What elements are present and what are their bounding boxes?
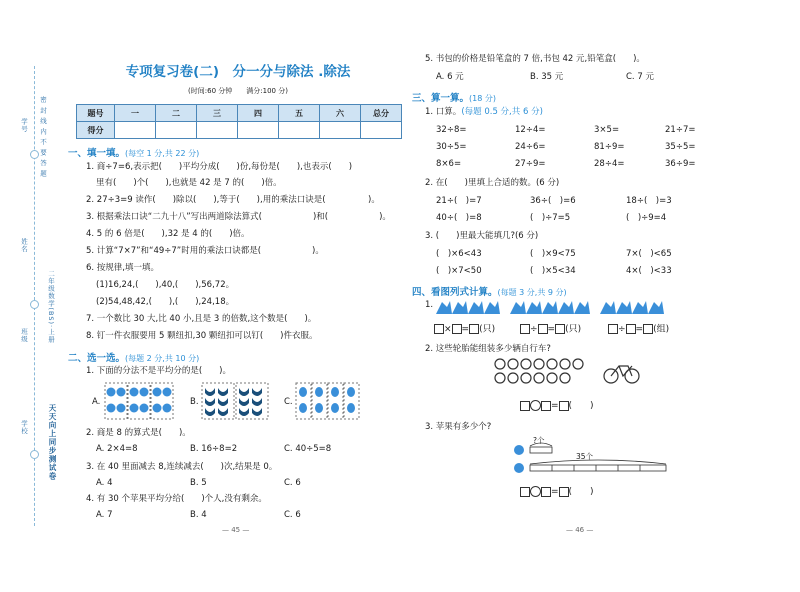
question-5: 5. 计算“7×7”和“49÷7”时用的乘法口诀都是( )。 — [86, 246, 324, 256]
choice-1-option-a[interactable]: A. — [92, 397, 101, 407]
choice-1-option-b[interactable]: B. — [190, 397, 199, 407]
question-1-line-1: 1. 商÷7=6,表示把( )平均分成( )份,每份是( ),也表示( ) — [86, 162, 353, 172]
oral-item: 27÷9= — [515, 159, 546, 169]
calc-1-heading: 1. 口算。(每题 0.5 分,共 6 分) — [425, 107, 543, 117]
choice-2-option-a[interactable]: A. 2×4=8 — [96, 444, 138, 454]
page-number-left: — 45 — — [222, 526, 250, 534]
max-item: ( )×9<75 — [530, 249, 576, 259]
max-item: ( )×6<43 — [436, 249, 482, 259]
score-header: 五 — [279, 105, 320, 122]
fill-item: 40÷( )=8 — [436, 213, 482, 223]
choice-2: 2. 商是 8 的算式是( )。 — [86, 428, 191, 438]
choice-4-option-a[interactable]: A. 7 — [96, 510, 113, 520]
score-header: 二 — [156, 105, 197, 122]
label-school: 学校 — [20, 420, 28, 435]
page-title: 专项复习卷(二) 分一分与除法 .除法 — [125, 64, 351, 80]
oral-item: 36÷9= — [665, 159, 696, 169]
choice-3-option-a[interactable]: A. 4 — [96, 478, 113, 488]
question-7: 7. 一个数比 30 大,比 40 小,且是 3 的倍数,这个数是( )。 — [86, 314, 317, 324]
max-item: ( )×7<50 — [436, 266, 482, 276]
oral-item: 30÷5= — [436, 142, 467, 152]
equation-apples: = ( ) — [520, 486, 594, 497]
section-fill-in: 一、填一填。(每空 1 分,共 22 分) — [68, 148, 200, 159]
oral-item: 24÷6= — [515, 142, 546, 152]
score-cell[interactable] — [197, 122, 238, 139]
fill-item: 36÷( )=6 — [530, 196, 576, 206]
binding-hole — [30, 300, 39, 309]
section-picture-problems: 四、看图列式计算。(每题 3 分,共 9 分) — [412, 287, 567, 298]
tires-and-bicycle-picture — [494, 358, 644, 386]
apples-bar-diagram — [512, 440, 672, 480]
calc-2-heading: 2. 在( )里填上合适的数。(6 分) — [425, 178, 560, 188]
max-item: 7×( )<65 — [626, 249, 672, 259]
score-cell[interactable] — [115, 122, 156, 139]
oral-item: 81÷9= — [594, 142, 625, 152]
choice-4-option-c[interactable]: C. 6 — [284, 510, 301, 520]
section-calculate: 三、算一算。(18 分) — [412, 93, 496, 104]
choice-3-option-c[interactable]: C. 6 — [284, 478, 301, 488]
choice-1-option-c[interactable]: C. — [284, 397, 293, 407]
total-apples-label: 35个 — [576, 452, 594, 461]
oral-item: 28÷4= — [594, 159, 625, 169]
equation-2: ÷ = (只) — [520, 324, 581, 335]
choice-4-option-b[interactable]: B. 4 — [190, 510, 207, 520]
page-number-right: — 46 — — [566, 526, 594, 534]
choice-5-option-a[interactable]: A. 6 元 — [436, 72, 464, 82]
picture-problem-2: 2. 这些轮胎能组装多少辆自行车? — [425, 344, 551, 354]
seal-notice: 密 封 线 内 不 要 答 题 — [39, 96, 47, 178]
score-table — [76, 104, 402, 139]
picture-problem-3: 3. 苹果有多少个? — [425, 422, 492, 432]
choice-4: 4. 有 30 个苹果平均分给( )个人,没有剩余。 — [86, 494, 267, 504]
score-header: 四 — [238, 105, 279, 122]
choice-2-option-c[interactable]: C. 40÷5=8 — [284, 444, 332, 454]
score-cell[interactable] — [238, 122, 279, 139]
grouped-fruit-picture — [295, 382, 361, 420]
choice-3: 3. 在 40 里面减去 8,连续减去( )次,结果是 0。 — [86, 462, 278, 472]
score-header: 六 — [320, 105, 361, 122]
oral-item: 12÷4= — [515, 125, 546, 135]
question-6-part-2: (2)54,48,42,( ),( ),24,18。 — [96, 297, 235, 307]
score-header: 总分 — [361, 105, 402, 122]
binding-hole — [30, 450, 39, 459]
equation-bikes: = ( ) — [520, 400, 594, 411]
label-student-id: 学号 — [20, 118, 28, 133]
choice-2-option-b[interactable]: B. 16÷8=2 — [190, 444, 238, 454]
oral-item: 8×6= — [436, 159, 462, 169]
question-8: 8. 钉一件衣服要用 5 颗纽扣,30 颗纽扣可以钉( )件衣服。 — [86, 331, 318, 341]
max-item: ( )×5<34 — [530, 266, 576, 276]
birds-picture — [434, 296, 684, 318]
oral-item: 35÷5= — [665, 142, 696, 152]
series-brand: 天天向上同步测试卷 — [48, 404, 57, 481]
score-cell[interactable] — [279, 122, 320, 139]
fill-item: 21÷( )=7 — [436, 196, 482, 206]
question-3: 3. 根据乘法口诀“二九十八”写出两道除法算式( )和( )。 — [86, 212, 391, 222]
grouped-apples-picture — [104, 382, 174, 420]
score-header: 一 — [115, 105, 156, 122]
score-header: 三 — [197, 105, 238, 122]
fill-item: 18÷( )=3 — [626, 196, 672, 206]
exam-meta: (时间:60 分钟 满分:100 分) — [188, 87, 288, 95]
question-4: 4. 5 的 6 倍是( ),32 是 4 的( )倍。 — [86, 229, 250, 239]
question-6-part-1: (1)16,24,( ),40,( ),56,72。 — [96, 280, 235, 290]
binding-hole — [30, 150, 39, 159]
question-6: 6. 按规律,填一填。 — [86, 263, 160, 273]
calc-3-heading: 3. ( )里最大能填几?(6 分) — [425, 231, 539, 241]
score-header: 题号 — [77, 105, 115, 122]
label-name: 姓名 — [20, 238, 28, 253]
oral-item: 21÷7= — [665, 125, 696, 135]
score-row-label: 得分 — [77, 122, 115, 139]
fill-item: ( )÷7=5 — [530, 213, 571, 223]
score-cell[interactable] — [361, 122, 402, 139]
oral-item: 3×5= — [594, 125, 620, 135]
equation-1: × = (只) — [434, 324, 495, 335]
fill-item: ( )÷9=4 — [626, 213, 667, 223]
grouped-bananas-picture — [201, 382, 269, 420]
choice-5-option-c[interactable]: C. 7 元 — [626, 72, 654, 82]
grade-subject: 二年级数学(BS)·上册 — [47, 270, 55, 344]
section-choose: 二、选一选。(每题 2 分,共 10 分) — [68, 353, 200, 364]
choice-5-option-b[interactable]: B. 35 元 — [530, 72, 564, 82]
oral-item: 32÷8= — [436, 125, 467, 135]
question-1-line-2: 里有( )个( ),也就是 42 是 7 的( )倍。 — [96, 178, 282, 188]
label-class: 班级 — [20, 328, 28, 343]
question-2: 2. 27÷3=9 读作( )除以( ),等于( ),用的乘法口诀是( )。 — [86, 195, 380, 205]
equation-3: ÷ = (组) — [608, 324, 669, 335]
choice-5: 5. 书包的价格是铅笔盒的 7 倍,书包 42 元,铅笔盒( )。 — [425, 54, 645, 64]
choice-3-option-b[interactable]: B. 5 — [190, 478, 207, 488]
choice-1: 1. 下面的分法不是平均分的是( )。 — [86, 366, 231, 376]
score-cell[interactable] — [156, 122, 197, 139]
unknown-apples-label: ?个 — [533, 436, 545, 445]
max-item: 4×( )<33 — [626, 266, 672, 276]
picture-problem-1-number: 1. — [425, 300, 434, 310]
score-cell[interactable] — [320, 122, 361, 139]
